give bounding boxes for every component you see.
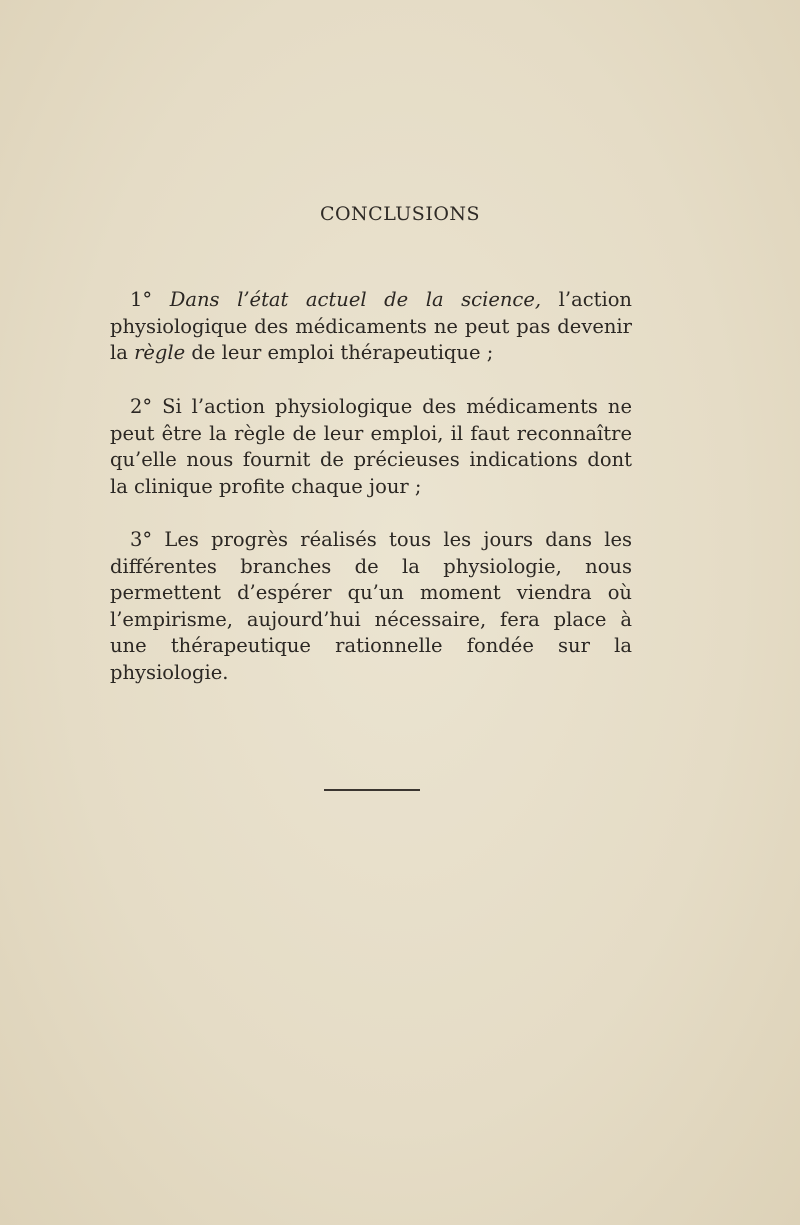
paragraph-text: Si l’action physiologique des médicaments ne peut être la règle de leur emploi, il faut reconnaître qu’elle nous fournit de précieuses indications dont la clinique profite chaque jour ;: [110, 395, 632, 498]
conclusion-number-2: 2°: [130, 395, 153, 418]
paragraph-text: de leur emploi thérapeutique ;: [185, 341, 494, 364]
conclusion-paragraph-1: [110, 287, 632, 367]
conclusion-number-1: 1°: [130, 288, 153, 311]
conclusion-number-3: 3°: [130, 528, 153, 551]
page-title: CONCLUSIONS: [319, 203, 481, 225]
italic-word: règle: [134, 341, 186, 364]
paragraph-text: Les progrès réalisés tous les jours dans les différentes branches de la physiologie, nous permettent d’espérer qu’un moment viendra où l’empirisme, aujourd’hui nécessaire, fera place à une thérapeutique rationnelle fondée sur la physiologie.: [110, 528, 632, 684]
conclusion-paragraph-2: [110, 394, 632, 500]
italic-phrase: Dans l’état actuel de la science,: [169, 288, 542, 311]
paragraph-text: l’action physiologique des médicaments ne peut pas devenir la: [110, 288, 632, 364]
conclusion-paragraph-3: [110, 527, 632, 686]
end-rule-divider: [324, 789, 420, 791]
